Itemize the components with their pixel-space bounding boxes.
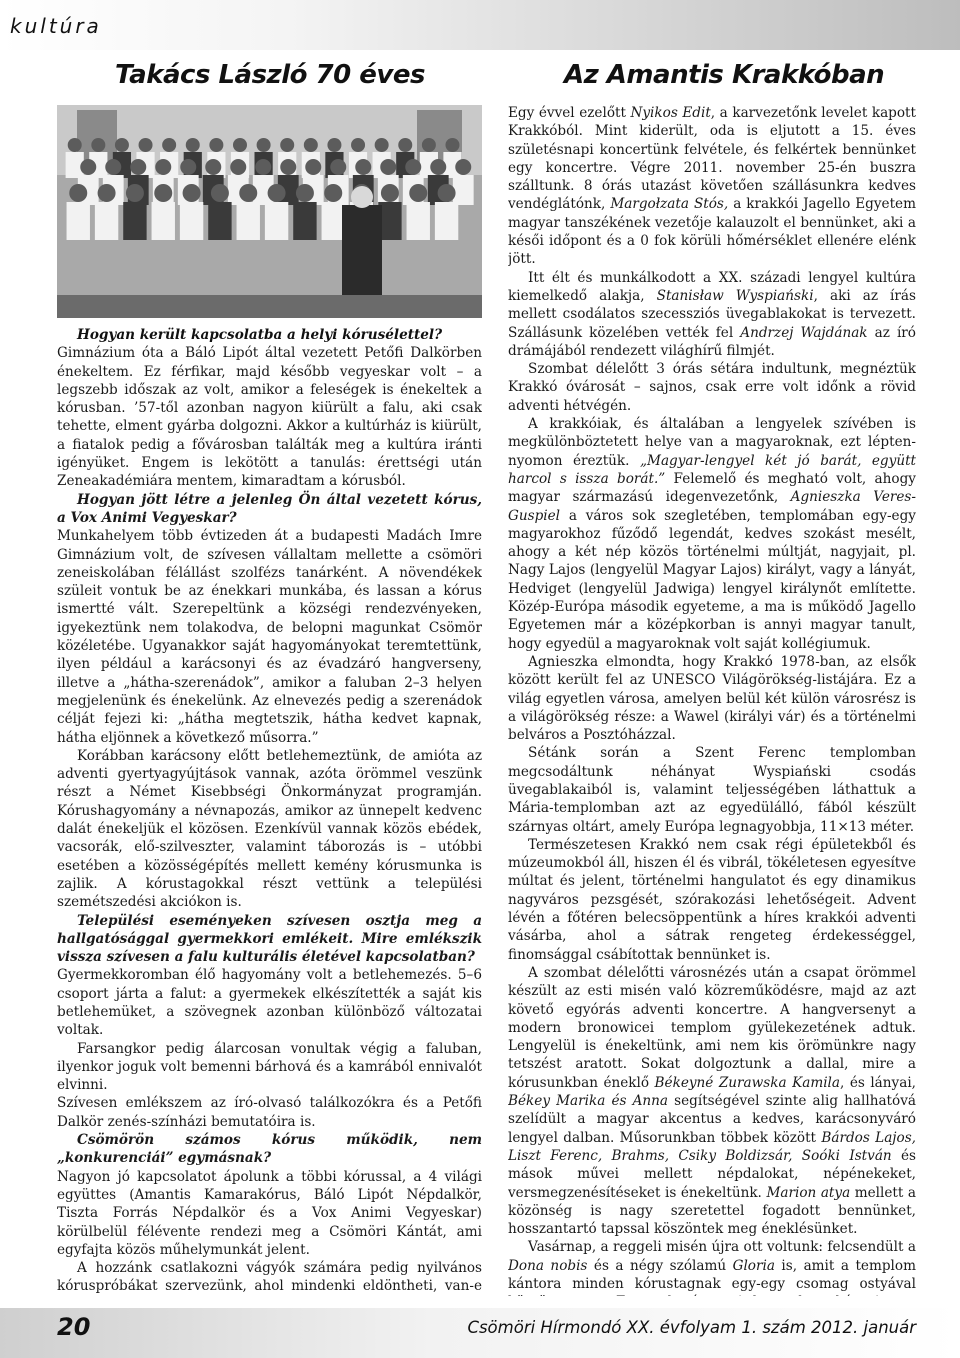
emphasized-name: Stanisław Wyspiański bbox=[656, 287, 814, 304]
article-paragraph bbox=[508, 269, 916, 360]
choir-singer-head bbox=[381, 184, 399, 202]
choir-singer-body bbox=[152, 202, 175, 240]
choir-singer-body bbox=[208, 202, 231, 240]
choir-singer-head bbox=[186, 138, 200, 152]
text-run: és a négy szólamú bbox=[587, 1257, 733, 1274]
article-paragraph bbox=[508, 744, 916, 835]
text-run: , a karvezetőnk levelet kapott Krakkóból. Mint kiderült, oda is eljutott a 15. éves születésnapi koncertünk felvétele, és felkértek bennünket egy koncertre. Végre 2011. november 25-én buszra szálltunk. 8 órás utazást követően szállásunkra kedves vendéglátónk, bbox=[508, 105, 916, 213]
choir-singer-head bbox=[115, 138, 129, 152]
emphasized-name: „Magyar-lengyel két jó barát, együtt harcol s issza borát.” bbox=[508, 452, 916, 487]
choir-singer-head bbox=[105, 159, 121, 175]
article-paragraph: Nagyon jó kapcsolatot ápolunk a többi kórussal, a 4 világi együttes (Amantis Kamarakórus, Báló Lipót Népdalkör, Tiszta Forrás Népdalkör és a Vox Animi Vegyeskar) körülbelül félévente rendezi meg a Csömöri Kántát, ami egyfajta közös műhelymunkát jelent. bbox=[57, 1168, 482, 1258]
text-run: Agnieszka elmondta, hogy Krakkó 1978-ban, az elsők között került fel az UNESCO Világörökség-listájára. Ez a világ egyetlen városa, amelyen belül két külön városrész is a világörökség része: a Wawel (királyi vár) és a történelmi belváros a Posztóházzal. bbox=[508, 653, 916, 744]
right-article-title: Az Amantis Krakkóban bbox=[564, 60, 885, 90]
emphasized-name: Dona nobis bbox=[508, 1257, 588, 1274]
choir-singer-head bbox=[257, 138, 271, 152]
choir-singer-head bbox=[239, 184, 257, 202]
page-number: 20 bbox=[57, 1313, 91, 1341]
article-paragraph bbox=[508, 653, 916, 744]
text-run: , és lányai, bbox=[840, 1074, 916, 1091]
choir-singer-head bbox=[409, 184, 427, 202]
choir-singer-head bbox=[91, 138, 105, 152]
article-paragraph: Gimnázium óta a Báló Lipót által vezetett Petőfi Dalkörben énekeltem. Ez férfikar, majd később vegyeskar volt – a legszebb időszak az volt, amikor a feleségek is énekeltek a kórusban. ’57-től azonban nagyon kiürült a falu, aki csak tehette, elment gyárba dolgozni. Akkor a kultúrház is kiürült, a fiatalok pedig a fővárosban találták meg a kultúra iránti igényüket. Engem is lekötött a tanulás: érettségi után Zeneakadémiára mentem, kimaradtam a kórusból. bbox=[57, 345, 482, 490]
emphasized-name: Andrzej Wajdának bbox=[740, 324, 868, 341]
text-run: a város sok szegletében, templomában egy-egy magyarokhoz fűződő legendát, kedves szokást mesélt, ahogy a két nép közös történelmi múltját, nagyjait, pl. Nagy Lajos (lengyelül Magyar Lajos) királyt, vagy a lányát, Hedviget (lengyelül Jadwiga) lengyel királynőt említette. Közép-Európa második egyeteme, a ma is működő Jagello Egyetemen már a középkorban is annyi magyar tanult, hogy egyedül a magyaroknak volt saját kollégiumuk. bbox=[508, 507, 916, 652]
choir-singer-head bbox=[126, 184, 144, 202]
choir-singer-body bbox=[95, 202, 118, 240]
choir-singer-head bbox=[438, 184, 456, 202]
text-run: Vasárnap, a reggeli misén újra ott voltunk: felcsendült a bbox=[528, 1239, 916, 1256]
text-run: , aki az írás mellett csodálatos szecessziós üvegablakokat is tervezett. Szállásunk közelében vették fel bbox=[508, 287, 916, 341]
choir-singer-head bbox=[154, 184, 172, 202]
interview-question: Hogyan jött létre a jelenleg Ön által vezetett kórus, a Vox Animi Vegyeskar? bbox=[57, 491, 482, 526]
choir-singer-head bbox=[330, 159, 346, 175]
emphasized-name: Gloria bbox=[732, 1257, 775, 1274]
article-paragraph bbox=[508, 104, 916, 269]
choir-singer-body bbox=[322, 202, 345, 240]
right-article-body bbox=[508, 104, 916, 1296]
choir-singer-head bbox=[211, 184, 229, 202]
article-paragraph: Gyermekkoromban élő hagyomány volt a betlehemezés. 5–6 csoport járta a falut: a gyermekek elkészítették a saját kis betlehemüket, a szövegnek azonban különböző változatai voltak. bbox=[57, 967, 482, 1039]
choir-singer-head bbox=[230, 159, 246, 175]
interview-question: Hogyan került kapcsolatba a helyi kórusélettel? bbox=[77, 327, 443, 343]
text-run: mellett a közönség is nagy szeretettel fogadott bennünket, hosszantartó tapssal köszöntek meg éneklésünket. bbox=[508, 1184, 916, 1238]
publication-title: Csömöri Hírmondó XX. évfolyam 1. szám 2012. január bbox=[467, 1318, 916, 1337]
choir-singer-head bbox=[205, 159, 221, 175]
article-paragraph bbox=[508, 360, 916, 415]
choir-singer-head bbox=[375, 138, 389, 152]
text-run: A szombat délelőtti városnézés után a csapat örömmel készült az esti misén való közreműködésre, majd az azt követő egyórás adventi koncertre. A hangversenyt a modern bronowicei templom gyülekezetének adtuk. Lengyelül is énekeltünk, ami nem kis örömünkre nagy tetszést aratott. Sokat dolgoztunk a dallal, mire a kórusunkban éneklő bbox=[508, 964, 916, 1091]
left-article-body bbox=[57, 326, 482, 1294]
emphasized-name: Marion atya bbox=[766, 1184, 851, 1201]
choir-singer-head bbox=[98, 184, 116, 202]
choir-singer-head bbox=[422, 138, 436, 152]
choir-singer-head bbox=[180, 159, 196, 175]
choir-photo-illustration bbox=[57, 105, 482, 318]
choir-singer-head bbox=[380, 159, 396, 175]
text-run: segítségével szinte alig hallhatóvá szelídült a magyar akcentus a kedves, karácsonyváró lengyel dalban. Műsorunkban többek között bbox=[508, 1093, 916, 1146]
choir-singer-head bbox=[355, 159, 371, 175]
choir-singer-body bbox=[237, 202, 260, 240]
text-run: Egy évvel ezelőtt bbox=[508, 105, 631, 121]
choir-singer-head bbox=[405, 159, 421, 175]
text-run: Felemelő és megható volt, ahogy magyar származású idegenvezetőnk, bbox=[508, 470, 916, 506]
article-paragraph bbox=[508, 415, 916, 653]
choir-singer-head bbox=[455, 159, 471, 175]
choir-singer-head bbox=[268, 184, 286, 202]
text-run: Itt élt és munkálkodott a XX. századi lengyel kultúra kiemelkedő alakja, bbox=[508, 269, 916, 304]
choir-singer-body bbox=[293, 202, 316, 240]
choir-singer-head bbox=[139, 138, 153, 152]
choir-singer-head bbox=[351, 138, 365, 152]
choir-singer-head bbox=[324, 184, 342, 202]
section-label: kultúra bbox=[10, 14, 102, 38]
choir-singer-head bbox=[280, 159, 296, 175]
article-paragraph bbox=[508, 1238, 916, 1296]
header-band bbox=[0, 0, 960, 50]
choir-singer-body bbox=[265, 202, 288, 240]
text-run: az író drámájából rendezett világhírű filmjét. bbox=[508, 324, 916, 359]
choir-singer-head bbox=[69, 184, 87, 202]
choir-singer-body bbox=[435, 202, 458, 240]
interview-question: Települési eseményeken szívesen osztja meg a hallgatósággal gyermekkori emlékeit. Mire emlékszik vissza szívesen a falu kulturális életével kapcsolatban? bbox=[57, 912, 482, 966]
article-paragraph: Korábban karácsony előtt betlehemeztünk, de amióta az adventi gyertyagyújtások vannak, azóta örömmel veszünk részt a Német Kisebbségi Önkormányzat programján. Kórushagyomány a névnapozás, amikor az ünnepelt kedvenc dalát énekeljük el közösen. Ezenkívül vannak közös ebédek, vacsorák, elő-szilveszter, valamint táborozás is – utóbbi esetében a közösségépítés mellett kemény kórusmunka is zajlik. A kórustagokkal részt vettünk a települési szemétszedési akciókon is. bbox=[57, 747, 482, 911]
choir-singer-head bbox=[296, 184, 314, 202]
choir-singer-head bbox=[233, 138, 247, 152]
text-run: Sétánk során a Szent Ferenc templomban megcsodáltunk néhányat Wyspiański csodás üvegablakaiból is, valamint teljességében láthattuk a Mária-templomban azt az egyedülálló, fából készült szárnyas oltárt, amely Európa legnagyobbja, 11×13 méter. bbox=[508, 745, 916, 835]
choir-singer-body bbox=[453, 175, 474, 205]
interview-question: Csömörön számos kórus működik, nem „konkurenciái” egymásnak? bbox=[57, 1132, 482, 1167]
article-paragraph bbox=[508, 836, 916, 964]
choir-photo bbox=[57, 105, 482, 318]
choir-singer-head bbox=[430, 159, 446, 175]
conductor-figure bbox=[342, 205, 382, 300]
text-run: a krakkói Jagello Egyetem magyar tanszékének vezetője kalauzolt el bennünket, aki a késői időpont és a 0 fok körüli hőmérséklet ellenére elénk jött. bbox=[508, 196, 916, 268]
emphasized-name: Agnieszka Veres-Guspiel bbox=[508, 489, 916, 524]
choir-singer-head bbox=[445, 138, 459, 152]
emphasized-name: Bárdos Lajos, Liszt Ferenc, Brahms, Csiky Boldizsár, Soóki István bbox=[508, 1129, 916, 1164]
choir-singer-head bbox=[183, 184, 201, 202]
text-run: is, amit a templom kántora minden kórustagnak egy-egy csomag ostyával bbox=[508, 1257, 916, 1292]
choir-singer-head bbox=[68, 138, 82, 152]
conductor-head bbox=[351, 186, 373, 208]
choir-singer-head bbox=[327, 138, 341, 152]
choir-singer-head bbox=[255, 159, 271, 175]
choir-singer-head bbox=[155, 159, 171, 175]
emphasized-name: Békey Marika és Anna bbox=[508, 1093, 669, 1110]
emphasized-name: Nyikos Edit bbox=[630, 105, 711, 121]
emphasized-name: Békeyné Zurawska Kamila bbox=[654, 1074, 841, 1091]
article-paragraph bbox=[508, 964, 916, 1238]
choir-singer-head bbox=[130, 159, 146, 175]
choir-singer-head bbox=[280, 138, 294, 152]
choir-singer-head bbox=[398, 138, 412, 152]
text-run: és mások művei mellett népdalokat, népénekeket, versmegzenésítéseket is énekeltünk. bbox=[508, 1147, 916, 1201]
choir-singer-body bbox=[180, 202, 203, 240]
choir-singer-head bbox=[80, 159, 96, 175]
emphasized-name: Margołzata Stós, bbox=[610, 196, 729, 213]
choir-singer-head bbox=[304, 138, 318, 152]
article-paragraph: Farsangkor pedig álarcosan vonultak végig a faluban, ilyenkor joguk volt bemenni bárhová és a kamrából ennivalót elvinni. bbox=[57, 1040, 482, 1094]
text-run: Természetesen Krakkó nem csak régi épületekből és múzeumokból áll, hiszen él és vibrál, tökéletesen egyesítve múltat és jelent, történelmi hangulatot és egy dinamikus nagyváros pezsgését, szórakozási lehetőségeit. Advent lévén a főtéren belecsöppentünk a híres krakkói adventi vásárba, ahol a sátrak rengeteg érdekességgel, finomsággal csábítottak bennünket is. bbox=[508, 836, 916, 963]
article-paragraph: A hozzánk csatlakozni vágyók számára pedig nyilvános kóruspróbákat szervezünk, ahol mindenki eldöntheti, van-e bbox=[57, 1260, 482, 1294]
choir-singer-body bbox=[67, 202, 90, 240]
text-run: A krakkóiak, és általában a lengyelek szívében is megkülönböztetett helye van a magyaroknak, ezt lépten-nyomon éreztük. bbox=[508, 416, 916, 469]
choir-singer-head bbox=[305, 159, 321, 175]
choir-singer-body bbox=[123, 202, 146, 240]
choir-singer-head bbox=[209, 138, 223, 152]
text-run: Szombat délelőtt 3 órás sétára indultunk, megnéztük Krakkó óvárosát – sajnos, csak erre volt időnk a rövid adventi hétvégén. bbox=[508, 361, 916, 414]
left-article-title: Takács László 70 éves bbox=[115, 60, 425, 90]
article-paragraph: Munkahelyem több évtizeden át a budapesti Madách Imre Gimnázium volt, de szívesen vállaltam mellette a csömöri zeneiskolában félállást szolfézs tanárként. A növendékek szüleit vontuk be az énekkari munkába, és lassan a kórus ismertté vált. Szerepeltünk a községi rendezvényeken, igyekeztünk nem tolakodva, de belopni magunkat Csömör közéletébe. Ugyanakkor saját hagyományokat teremtettünk, ilyen például a karácsonyi és az évadzáró hangverseny, illetve a „hátha-szerenádok”, amikor a faluban 2–3 helyen megjelenünk és énekelünk. Az elnevezés pedig a szerenádok célját fejezi ki: „hátha megtetszik, hátha kedvet kapnak, hátha eljönnek a következő műsorra.” bbox=[57, 528, 482, 746]
choir-singer-head bbox=[162, 138, 176, 152]
choir-singer-body bbox=[407, 202, 430, 240]
article-paragraph: Szívesen emlékszem az író-olvasó találkozókra és a Petőfi Dalkör zenés-színházi bemutatóira is. bbox=[57, 1095, 482, 1130]
